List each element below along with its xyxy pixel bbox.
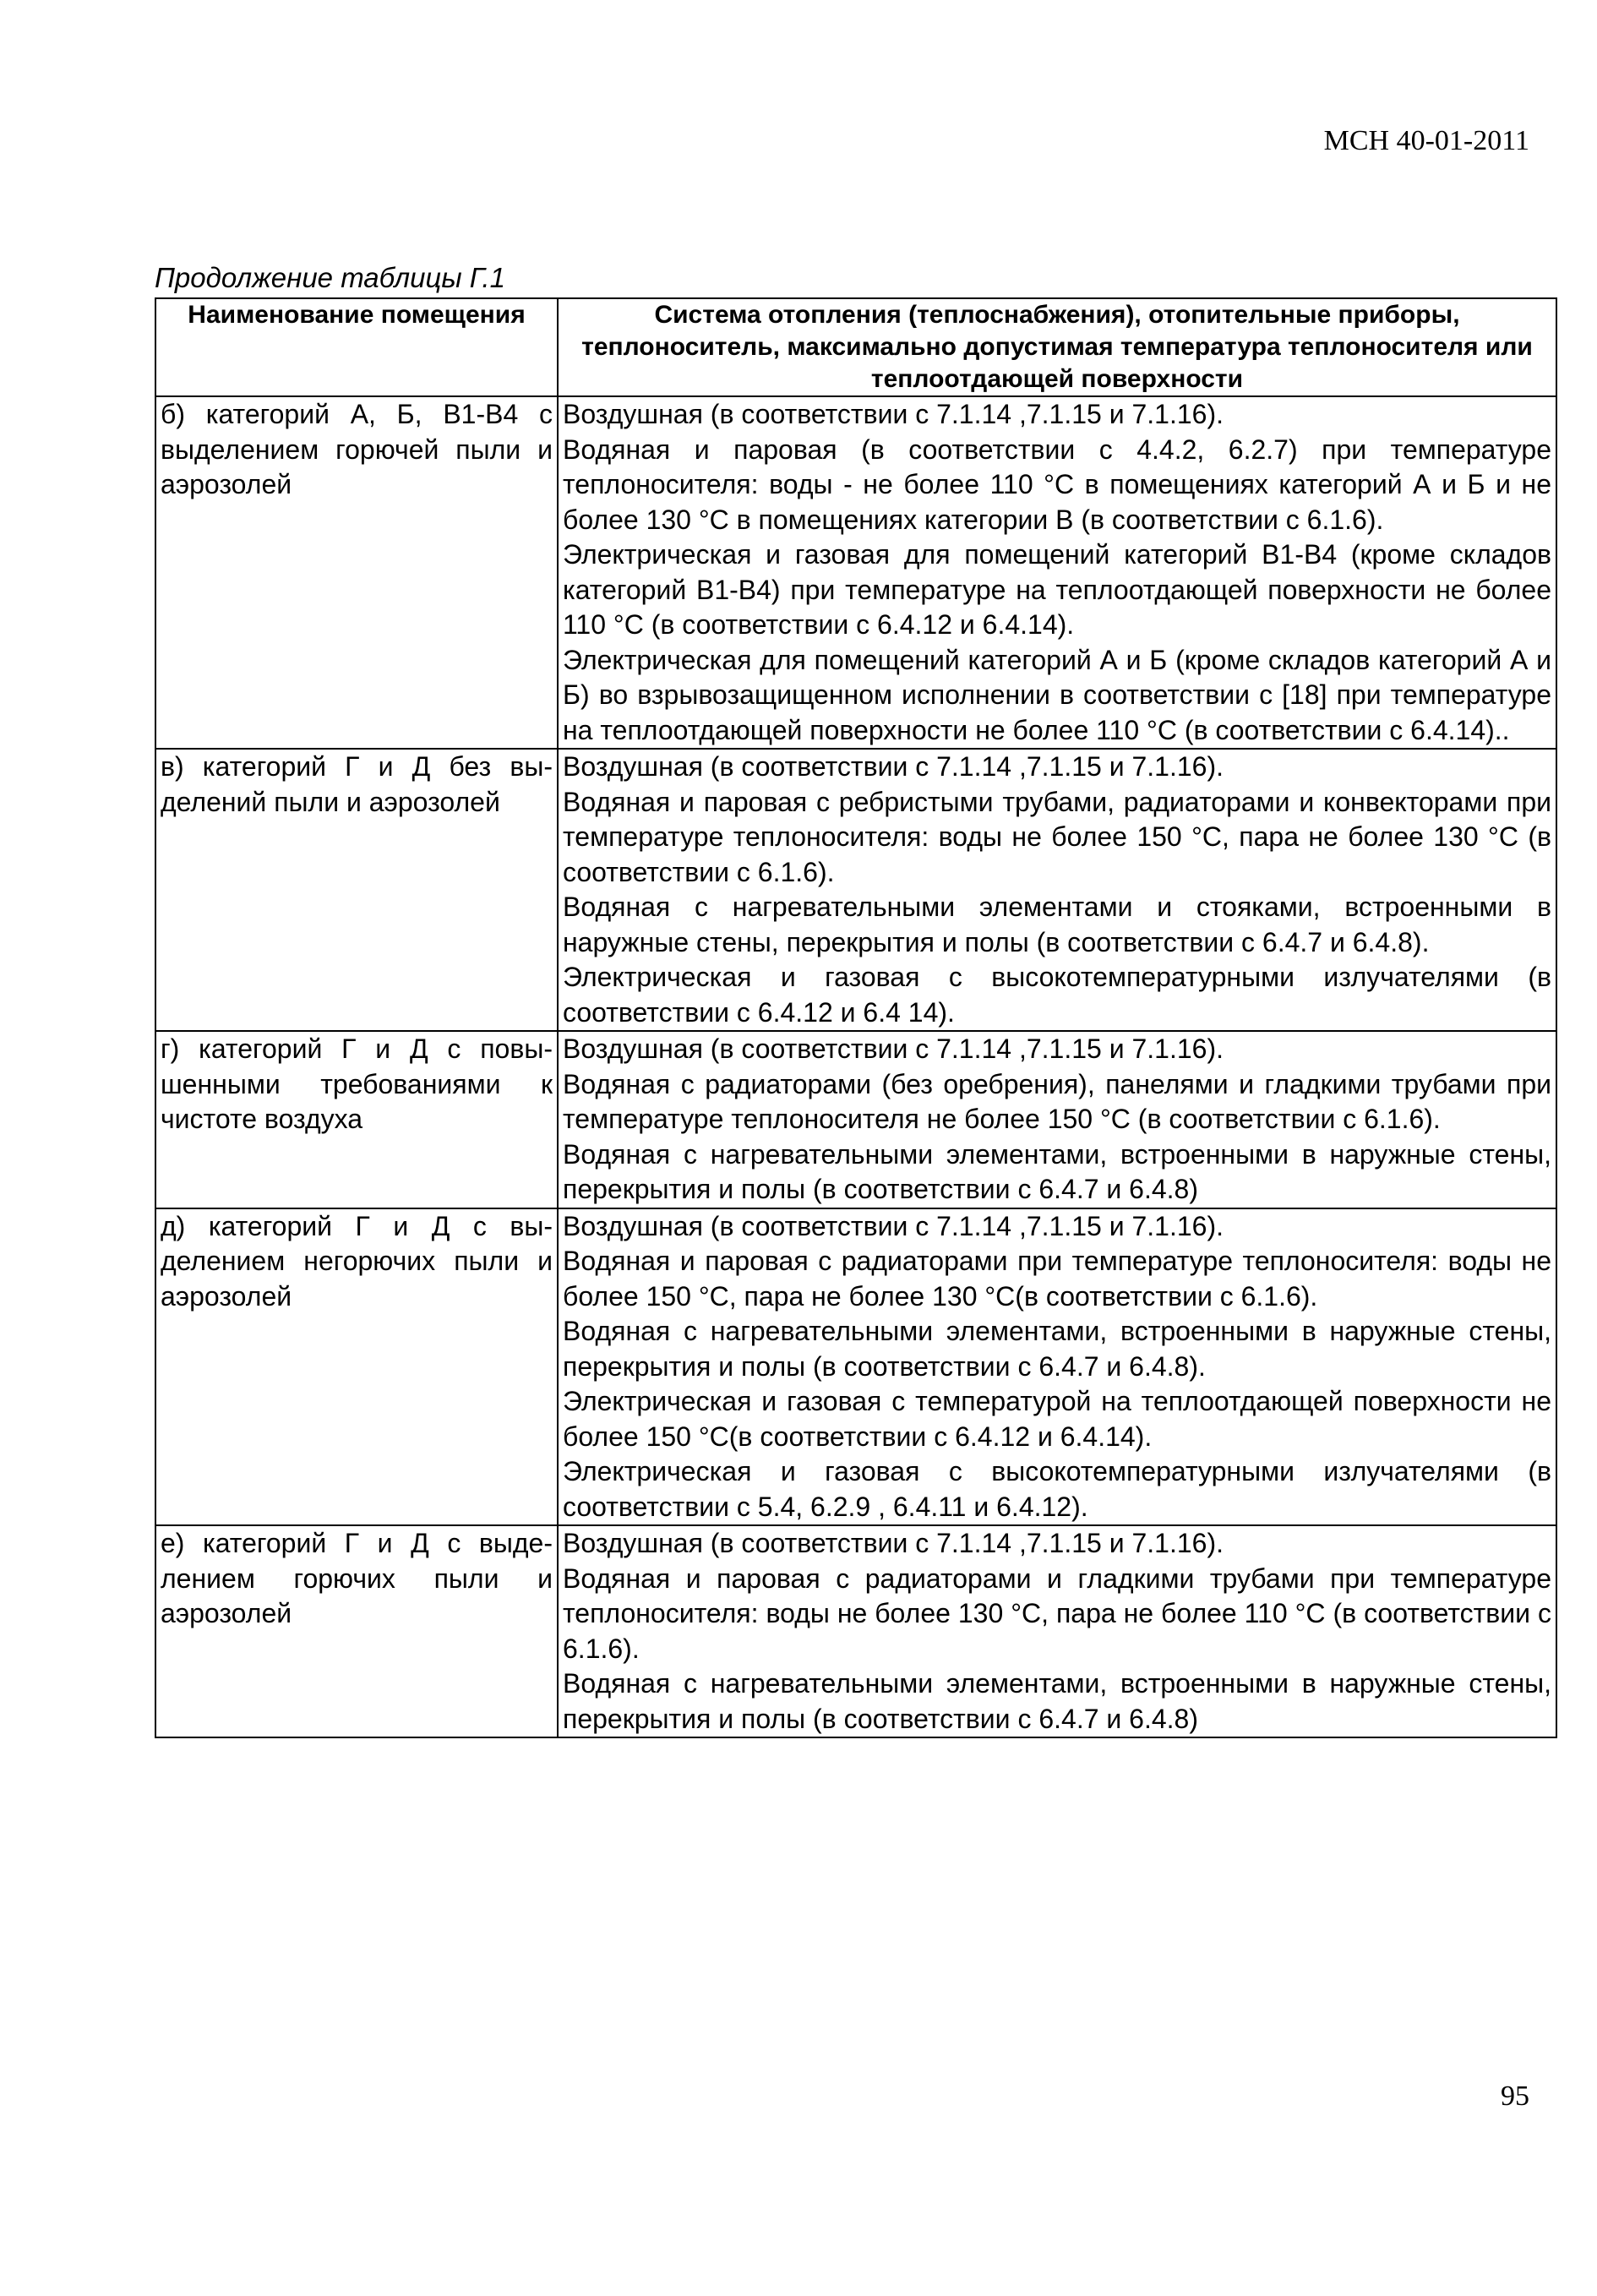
systems-cell (558, 1031, 1556, 1208)
systems-cell (558, 1208, 1556, 1526)
table-row (155, 1031, 1556, 1208)
room-cell: е) категорий Г и Д с выделением горючих пыли и аэрозолей (155, 1525, 558, 1737)
system-paragraph: Воздушная (в соответствии с 7.1.14 ,7.1.15 и 7.1.16). (563, 399, 1224, 429)
system-paragraph: Электрическая и газовая с температурой на теплоотдающей поверхности не более 150 °С(в соответствии с 6.4.12 и 6.4.14). (563, 1386, 1551, 1452)
system-paragraph: Воздушная (в соответствии с 7.1.14 ,7.1.15 и 7.1.16). (563, 1210, 1224, 1241)
system-paragraph: Водяная с нагревательными элементами и стояками, встроенными в наружные стены, перекрытия и полы (в соответствии с 6.4.7 и 6.4.8). (563, 892, 1551, 957)
system-paragraph: Водяная и паровая (в соответствии с 4.4.2, 6.2.7) при температуре теплоносителя: воды - не более 110 °С в помещениях категорий А и Б и не более 130 °С в помещениях категории В (в соответствии с 6.1.6). (563, 434, 1551, 535)
table-header-row (155, 298, 1556, 396)
system-paragraph: Воздушная (в соответствии с 7.1.14 ,7.1.15 и 7.1.16). (563, 1528, 1224, 1558)
system-paragraph: Электрическая и газовая для помещений категорий В1-В4 (кроме складов категорий В1-В4) при температуре на теплоотдающей поверхности не более 110 °С (в соответствии с 6.4.12 и 6.4.14). (563, 539, 1551, 640)
document-code: МСН 40-01-2011 (1323, 125, 1529, 156)
system-paragraph: Воздушная (в соответствии с 7.1.14 ,7.1.15 и 7.1.16). (563, 751, 1224, 782)
table-row (155, 1208, 1556, 1526)
system-paragraph: Водяная и паровая с радиаторами и гладкими трубами при температуре теплоносителя: воды не более 130 °С, пара не более 110 °С (в соответствии с 6.1.6). (563, 1562, 1551, 1664)
system-paragraph: Водяная и паровая с ребристыми трубами, радиаторами и конвекторами при температуре теплоносителя: воды не более 150 °С, пара не более 130 °С (в соответствии с 6.1.6). (563, 786, 1551, 887)
system-paragraph: Водяная с нагревательными элементами, встроенными в наружные стены, перекрытия и полы (в соответствии с 6.4.7 и 6.4.8) (563, 1138, 1551, 1204)
system-paragraph: Водяная и паровая с радиаторами при температуре теплоносителя: воды не более 150 °С, пара не более 130 °С(в соответствии с 6.1.6). (563, 1246, 1551, 1312)
system-paragraph: Электрическая и газовая с высокотемпературными излучателями (в соответствии с 6.4.12 и 6.4 14). (563, 962, 1551, 1028)
systems-cell (558, 396, 1556, 749)
system-paragraph: Водяная с нагревательными элементами, встроенными в наружные стены, перекрытия и полы (в соответствии с 6.4.7 и 6.4.8) (563, 1668, 1551, 1734)
system-paragraph: Электрическая и газовая с высокотемпературными излучателями (в соответствии с 5.4, 6.2.9 , 6.4.11 и 6.4.12). (563, 1456, 1551, 1522)
header-room-name: Наименование помещения (155, 298, 558, 396)
system-paragraph: Электрическая для помещений категорий А и Б (кроме складов категорий А и Б) во взрывозащищенном исполнении в соответствии с [18] при температуре на теплоотдающей поверхности не более 110 °С (в соответствии с 6.4.14).. (563, 644, 1551, 745)
room-cell: д) категорий Г и Д с выделением негорючих пыли и аэрозолей (155, 1208, 558, 1526)
heating-systems-table (155, 297, 1557, 1738)
room-cell: в) категорий Г и Д без выделений пыли и аэрозолей (155, 749, 558, 1031)
room-cell: б) категорий А, Б, В1-В4 с выделением горючей пыли и аэрозолей (155, 396, 558, 749)
room-cell: г) категорий Г и Д с повышенными требованиями к чистоте воздуха (155, 1031, 558, 1208)
header-heating-system: Система отопления (теплоснабжения), отопительные приборы, теплоноситель, максимально допустимая температура теплоносителя или теплоотдающей поверхности (558, 298, 1556, 396)
table-caption: Продолжение таблицы Г.1 (155, 262, 505, 293)
systems-cell (558, 749, 1556, 1031)
system-paragraph: Воздушная (в соответствии с 7.1.14 ,7.1.15 и 7.1.16). (563, 1033, 1224, 1064)
table-row (155, 396, 1556, 749)
page-number: 95 (1501, 2081, 1529, 2112)
table-row (155, 1525, 1556, 1737)
table-row (155, 749, 1556, 1031)
system-paragraph: Водяная с нагревательными элементами, встроенными в наружные стены, перекрытия и полы (в соответствии с 6.4.7 и 6.4.8). (563, 1316, 1551, 1382)
systems-cell (558, 1525, 1556, 1737)
system-paragraph: Водяная с радиаторами (без оребрения), панелями и гладкими трубами при температуре теплоносителя не более 150 °С (в соответствии с 6.1.6). (563, 1068, 1551, 1134)
